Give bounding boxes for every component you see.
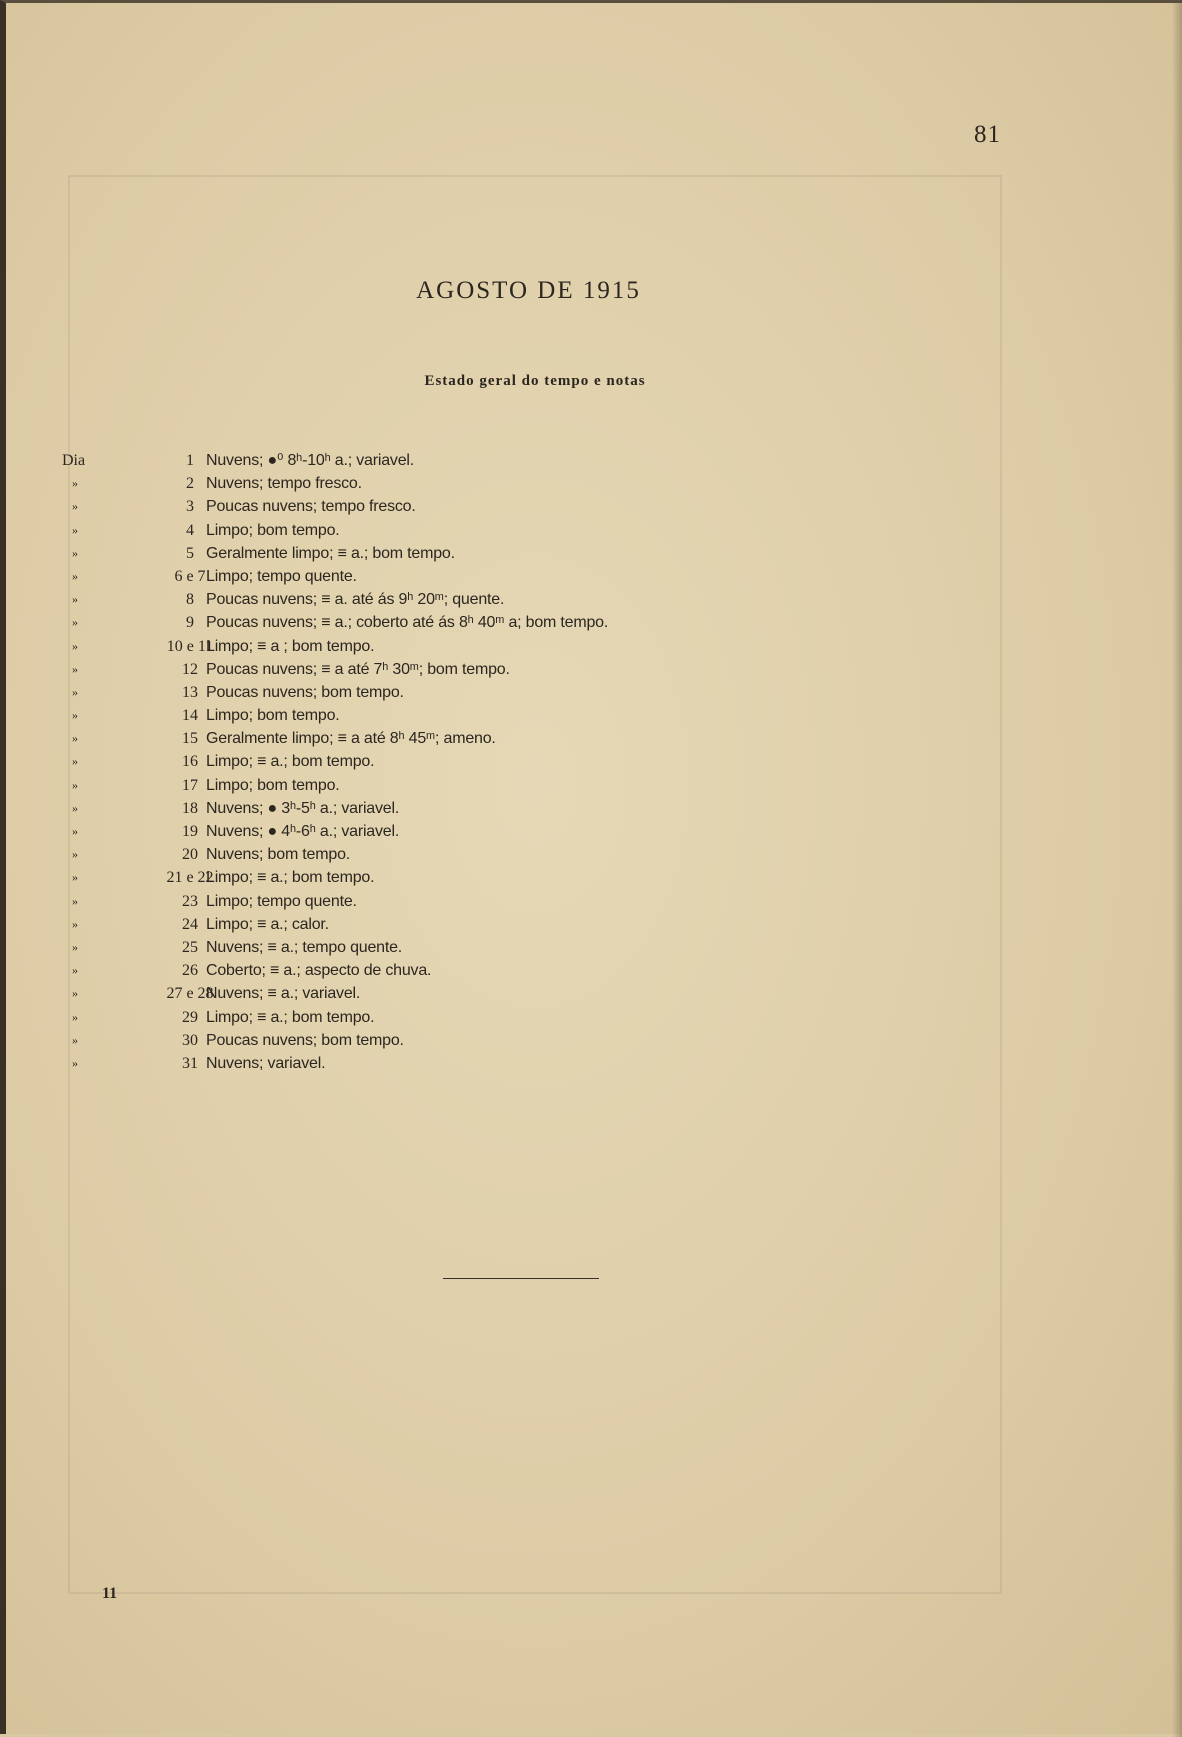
ditto-mark: » [72, 1055, 78, 1070]
day-number: 30 [182, 1031, 198, 1049]
day-number: 13 [182, 683, 198, 701]
weather-note: Nuvens; ● 4ʰ-6ʰ a.; variavel. [206, 823, 400, 840]
day-number: 1 [186, 452, 194, 469]
weather-note: Geralmente limpo; ≡ a.; bom tempo. [206, 544, 455, 562]
ditto-mark: » [72, 824, 78, 838]
list-item [62, 959, 962, 982]
day-number: 5 [186, 544, 194, 562]
list-item [62, 565, 962, 588]
day-number: 9 [186, 614, 194, 632]
day-number: 14 [182, 707, 198, 725]
weather-note: Limpo; ≡ a.; bom tempo. [206, 869, 375, 887]
list-item [62, 1052, 962, 1075]
day-number: 12 [182, 660, 198, 678]
weather-note: Nuvens; bom tempo. [206, 846, 351, 864]
ditto-mark: » [72, 476, 78, 491]
weather-note: Poucas nuvens; ≡ a.; coberto até ás 8ʰ 40ᵐ a; bom tempo. [206, 614, 609, 632]
page-title: AGOSTO DE 1915 [416, 277, 641, 304]
list-item [62, 820, 962, 843]
day-number: 23 [182, 892, 198, 910]
weather-note: Nuvens; ≡ a.; tempo quente. [206, 938, 403, 956]
ditto-mark: » [72, 939, 78, 954]
ditto-mark: » [72, 661, 78, 676]
day-number: 31 [182, 1054, 198, 1072]
list-item [62, 982, 962, 1005]
ditto-mark: » [72, 568, 78, 583]
weather-note: Limpo; ≡ a.; bom tempo. [206, 1008, 375, 1026]
ditto-mark: » [72, 522, 78, 537]
list-item [62, 1006, 962, 1029]
weather-note: Nuvens; tempo fresco. [206, 475, 362, 493]
ditto-mark: » [72, 638, 78, 653]
weather-note: Limpo; tempo quente. [206, 892, 357, 910]
day-number: 26 [182, 962, 198, 980]
ditto-mark: » [72, 545, 78, 560]
list-item [62, 658, 962, 681]
weather-note: Nuvens; ●⁰ 8ʰ-10ʰ a.; variavel. [206, 452, 415, 469]
day-number: 2 [186, 475, 194, 493]
list-item [62, 635, 962, 658]
day-number: 16 [182, 753, 198, 771]
list-item [62, 681, 962, 704]
weather-note: Nuvens; ≡ a.; variavel. [206, 985, 361, 1003]
weather-note: Coberto; ≡ a.; aspecto de chuva. [206, 962, 432, 980]
ditto-mark: » [72, 1032, 78, 1047]
day-number: 25 [182, 938, 198, 956]
ditto-mark: » [72, 615, 78, 630]
list-item [62, 750, 962, 773]
list-item [62, 1029, 962, 1052]
day-number: 20 [182, 846, 198, 864]
day-number: 29 [182, 1008, 198, 1026]
list-item [62, 472, 962, 495]
day-number: 18 [182, 799, 198, 817]
day-number: 17 [182, 776, 198, 794]
list-item [62, 913, 962, 936]
ditto-mark: » [72, 800, 78, 815]
ditto-mark: » [72, 1009, 78, 1024]
list-item [62, 611, 962, 634]
ditto-mark: » [72, 592, 78, 607]
list-item [62, 866, 962, 889]
list-item [62, 727, 962, 750]
weather-note: Geralmente limpo; ≡ a até 8ʰ 45ᵐ; ameno. [206, 730, 496, 748]
day-number: 10 e 11 [166, 637, 214, 655]
day-number: 4 [186, 521, 194, 539]
weather-note: Limpo; ≡ a.; bom tempo. [206, 753, 375, 771]
list-item [62, 797, 962, 820]
day-column-label: Dia [62, 452, 86, 469]
day-number: 19 [182, 823, 198, 840]
ditto-mark: » [72, 916, 78, 931]
ditto-mark: » [72, 684, 78, 699]
day-number: 27 e 28 [166, 985, 214, 1003]
weather-note: Limpo; bom tempo. [206, 707, 340, 725]
list-item [62, 843, 962, 866]
list-item [62, 519, 962, 542]
weather-note: Limpo; bom tempo. [206, 521, 340, 539]
weather-notes-list [62, 449, 962, 1075]
list-item [62, 542, 962, 565]
list-item [62, 936, 962, 959]
section-subtitle: Estado geral do tempo e notas [424, 373, 646, 389]
day-number: 8 [186, 591, 194, 609]
weather-note: Poucas nuvens; bom tempo. [206, 1031, 404, 1049]
weather-note: Poucas nuvens; tempo fresco. [206, 498, 416, 516]
weather-note: Limpo; tempo quente. [206, 567, 357, 585]
ditto-mark: » [72, 870, 78, 885]
weather-note: Limpo; ≡ a ; bom tempo. [206, 637, 375, 655]
day-number: 24 [182, 915, 198, 933]
list-item [62, 449, 962, 472]
weather-note: Limpo; bom tempo. [206, 776, 340, 794]
list-item [62, 774, 962, 797]
ditto-mark: » [72, 777, 78, 792]
day-number: 21 e 22 [166, 869, 214, 887]
ditto-mark: » [72, 708, 78, 723]
weather-note: Poucas nuvens; bom tempo. [206, 683, 404, 701]
ditto-mark: » [72, 963, 78, 978]
day-number: 15 [182, 730, 198, 748]
list-item [62, 588, 962, 611]
list-item [62, 495, 962, 518]
ditto-mark: » [72, 893, 78, 908]
day-number: 6 e 7 [174, 567, 206, 585]
weather-note: Nuvens; ● 3ʰ-5ʰ a.; variavel. [206, 799, 400, 817]
ditto-mark: » [72, 499, 78, 514]
closing-rule [443, 1278, 599, 1279]
list-item [62, 704, 962, 727]
ditto-mark: » [72, 754, 78, 769]
page-number: 81 [974, 121, 1001, 148]
page-edge-shadow [1172, 3, 1182, 1737]
weather-note: Poucas nuvens; ≡ a até 7ʰ 30ᵐ; bom tempo. [206, 660, 510, 678]
signature-mark: 11 [102, 1585, 118, 1602]
list-item [62, 890, 962, 913]
ditto-mark: » [72, 731, 78, 746]
ditto-mark: » [72, 986, 78, 1001]
weather-note: Poucas nuvens; ≡ a. até ás 9ʰ 20ᵐ; quente. [206, 591, 505, 609]
ditto-mark: » [72, 847, 78, 862]
weather-note: Limpo; ≡ a.; calor. [206, 915, 329, 933]
weather-note: Nuvens; variavel. [206, 1054, 326, 1072]
day-number: 3 [186, 498, 194, 516]
